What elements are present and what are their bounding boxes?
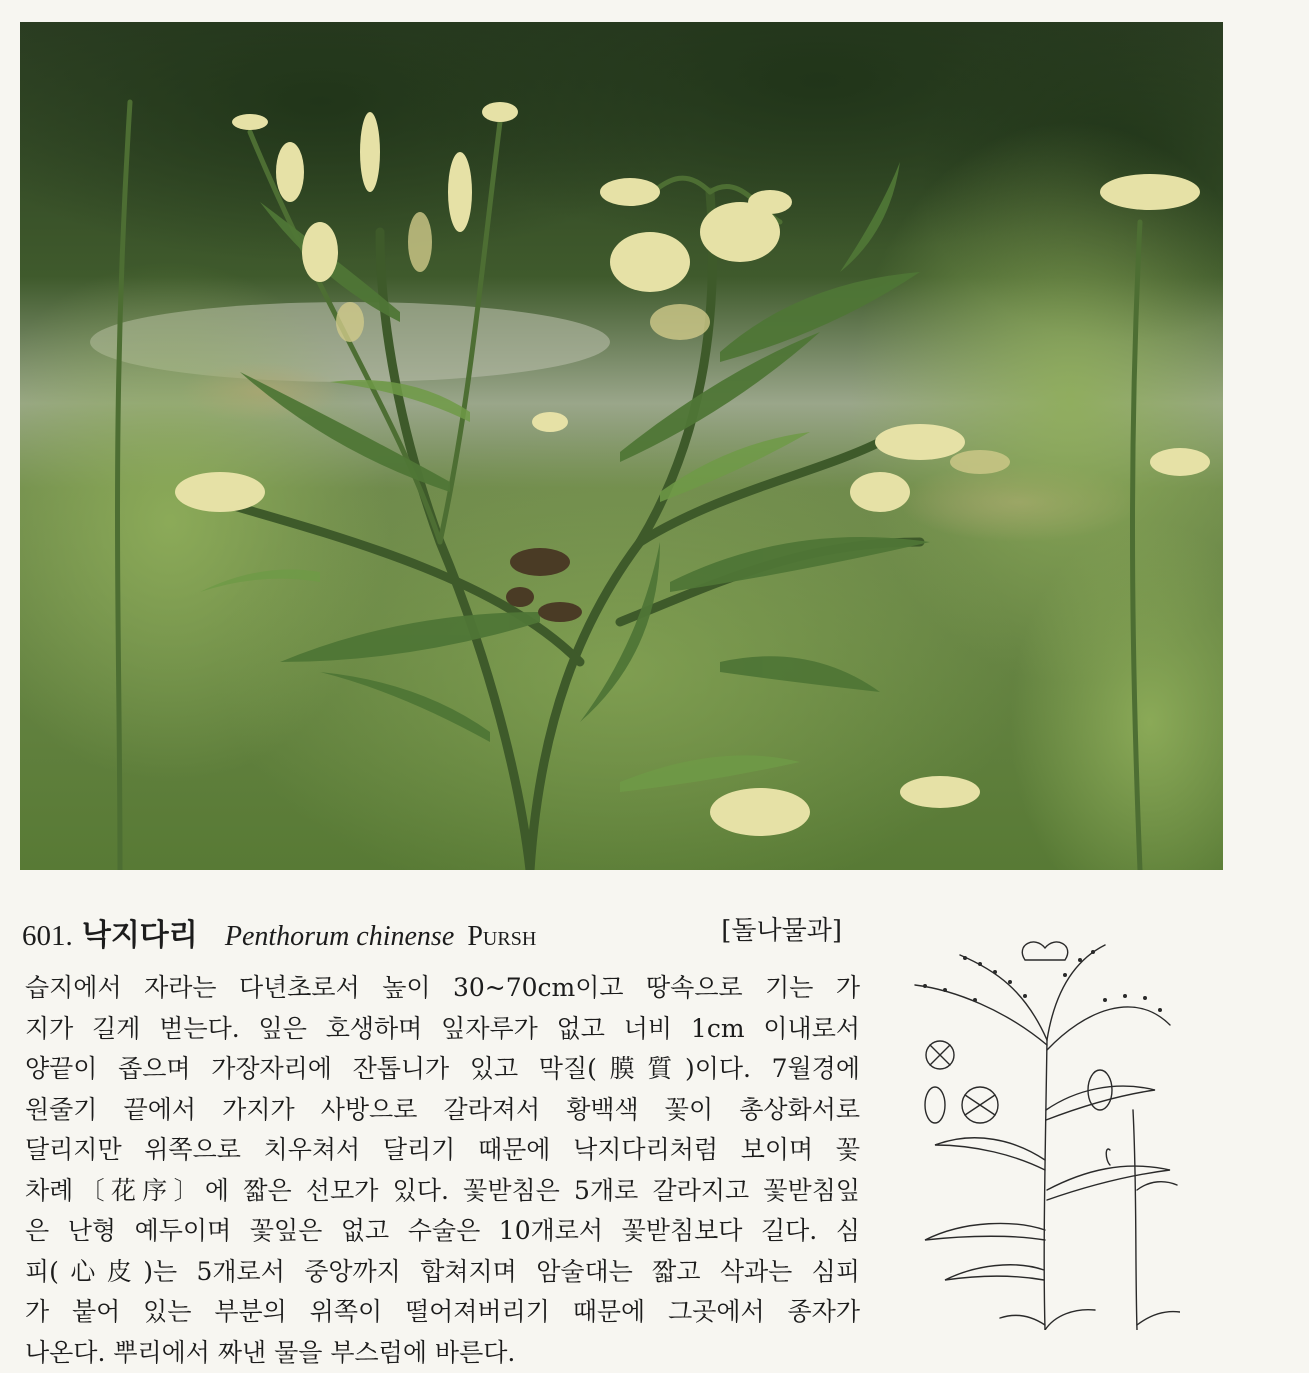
plant-photo — [20, 22, 1223, 870]
description-line: 지가 길게 벋는다. 잎은 호생하며 잎자루가 없고 너비 1cm 이내로서 — [25, 1009, 860, 1050]
botanical-illustration — [905, 930, 1180, 1330]
entry-scientific-name: Penthorum chinense — [225, 921, 454, 952]
entry-header — [22, 910, 842, 950]
description-line: 가 붙어 있는 부분의 위쪽이 떨어져버리기 때문에 그곳에서 종자가 — [25, 1292, 860, 1333]
botanical-illustration-drawing — [905, 930, 1180, 1330]
description-line: 원줄기 끝에서 가지가 사방으로 갈라져서 황백색 꽃이 총상화서로 — [25, 1090, 860, 1131]
entry-korean-name: 낙지다리 — [82, 918, 198, 953]
description-line: 습지에서 자라는 다년초로서 높이 30~70cm이고 땅속으로 기는 가 — [25, 968, 860, 1009]
description-line: 양끝이 좁으며 가장자리에 잔톱니가 있고 막질(膜質)이다. 7월경에 — [25, 1049, 860, 1090]
entry-family: [돌나물과] — [721, 910, 842, 947]
description-line: 나온다. 뿌리에서 짜낸 물을 부스럼에 바른다. — [25, 1333, 860, 1373]
description-body — [25, 968, 860, 1373]
entry-number: 601. — [22, 920, 73, 952]
entry-author: Pursh — [467, 921, 536, 952]
plant-photo-drawing — [20, 22, 1223, 870]
description-line: 은 난형 예두이며 꽃잎은 없고 수술은 10개로서 꽃받침보다 길다. 심 — [25, 1211, 860, 1252]
description-line: 피(心皮)는 5개로서 중앙까지 합쳐지며 암술대는 짧고 삭과는 심피 — [25, 1252, 860, 1293]
description-line: 달리지만 위쪽으로 치우쳐서 달리기 때문에 낙지다리처럼 보이며 꽃 — [25, 1130, 860, 1171]
description-line: 차례〔花序〕에 짧은 선모가 있다. 꽃받침은 5개로 갈라지고 꽃받침잎 — [25, 1171, 860, 1212]
